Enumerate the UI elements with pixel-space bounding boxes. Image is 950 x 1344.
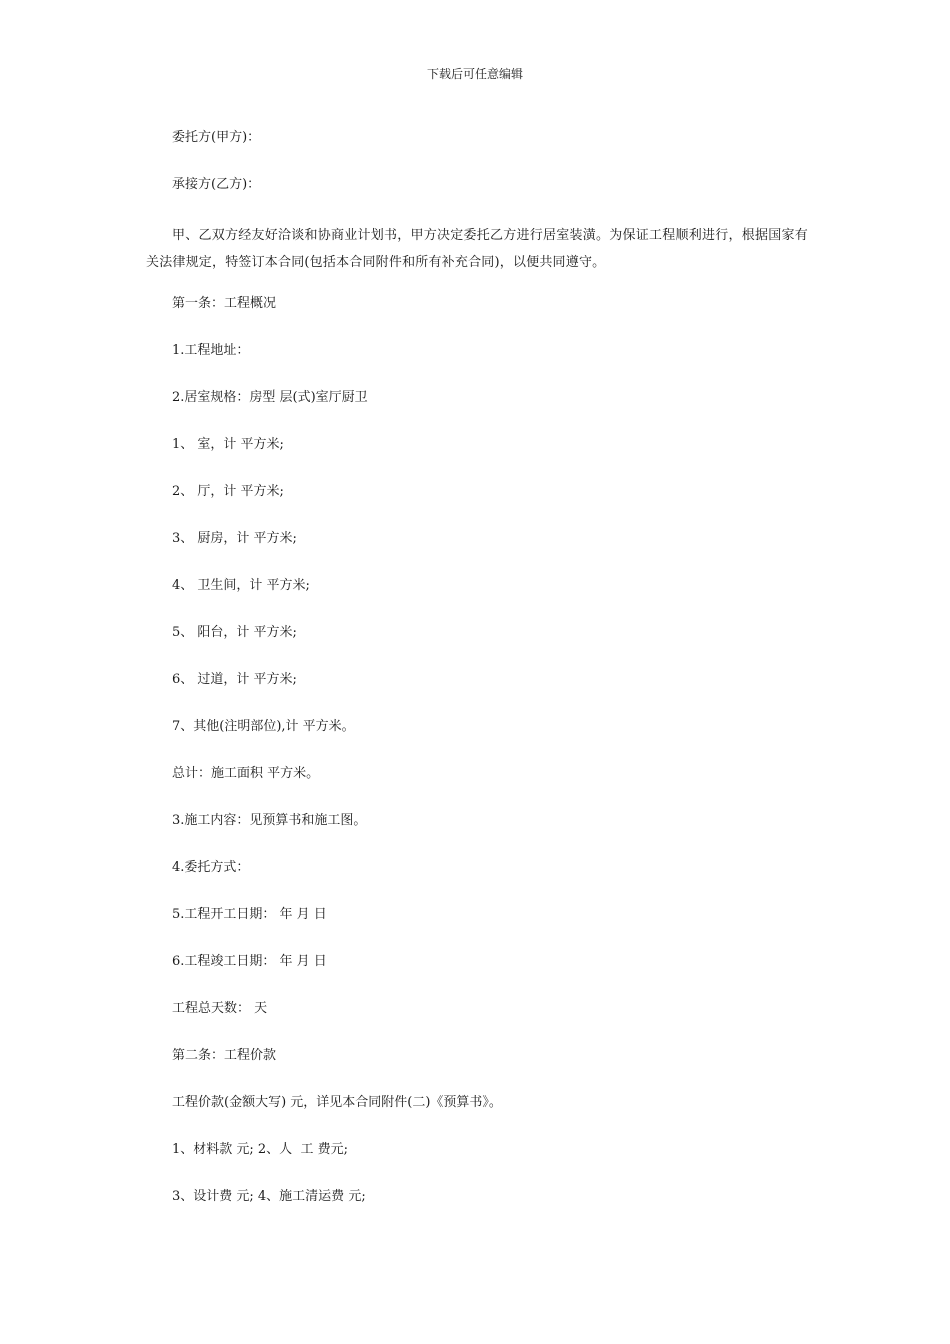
completion-date-line: 6.工程竣工日期： 年 月 日 — [172, 954, 327, 969]
article-1-heading: 第一条：工程概况 — [172, 296, 277, 311]
room-item-4: 4、 卫生间，计 平方米; — [172, 578, 310, 593]
cost-items-line-2: 3、设计费 元; 4、施工清运费 元; — [172, 1189, 366, 1204]
room-item-1: 1、 室，计 平方米; — [172, 437, 284, 452]
preamble-paragraph: 甲、乙双方经友好洽谈和协商业计划书，甲方决定委托乙方进行居室装潢。为保证工程顺利进行，根据国家有关法律规定，特签订本合同(包括本合同附件和所有补充合同)，以便共同遵守。 — [146, 228, 808, 270]
start-date-line: 5.工程开工日期： 年 月 日 — [172, 907, 327, 922]
room-item-3: 3、 厨房，计 平方米; — [172, 531, 297, 546]
commission-method-line: 4.委托方式： — [172, 860, 250, 875]
article-2-heading: 第二条：工程价款 — [172, 1048, 277, 1063]
document-body — [146, 128, 808, 1234]
cost-items-line-1: 1、材料款 元; 2、人 工 费元; — [172, 1142, 348, 1157]
total-area-line: 总计：施工面积 平方米。 — [172, 766, 320, 781]
work-content-line: 3.施工内容：见预算书和施工图。 — [172, 813, 367, 828]
price-line: 工程价款(金额大写) 元，详见本合同附件(二)《预算书》。 — [172, 1095, 502, 1110]
total-days-line: 工程总天数： 天 — [172, 1001, 268, 1016]
project-address-line: 1.工程地址： — [172, 343, 250, 358]
client-party-line: 委托方(甲方)： — [172, 130, 261, 145]
room-item-2: 2、 厅，计 平方米; — [172, 484, 284, 499]
contractor-party-line: 承接方(乙方)： — [172, 177, 261, 192]
page-header: 下载后可任意编辑 — [426, 67, 523, 81]
room-item-6: 6、 过道，计 平方米; — [172, 672, 297, 687]
room-spec-line: 2.居室规格：房型 层(式)室厅厨卫 — [172, 390, 368, 405]
room-item-5: 5、 阳台，计 平方米; — [172, 625, 297, 640]
room-item-7: 7、其他(注明部位),计 平方米。 — [172, 719, 355, 734]
